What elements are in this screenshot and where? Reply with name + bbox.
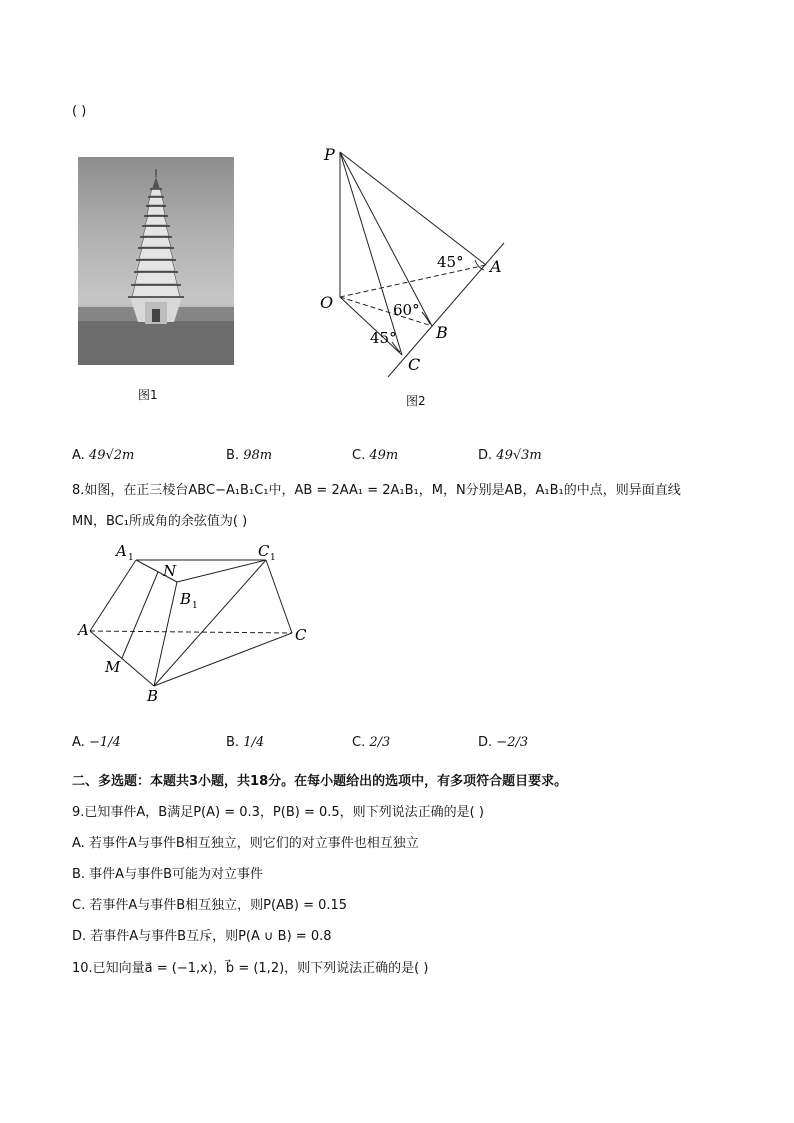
line-PC bbox=[340, 152, 402, 355]
label-A: A bbox=[490, 257, 502, 276]
option-letter: D. bbox=[478, 735, 493, 750]
option-letter: A. bbox=[72, 735, 85, 750]
angle-label-b: 60° bbox=[393, 301, 420, 319]
option-text: −2/3 bbox=[496, 735, 529, 750]
figure-2-diagram bbox=[310, 140, 520, 380]
q9-option-c[interactable]: C. 若事件A与事件B相互独立，则P(AB) = 0.15 bbox=[72, 898, 348, 913]
option-text: 2/3 bbox=[369, 735, 391, 750]
edge-AA1 bbox=[90, 560, 136, 631]
angle-label-c: 45° bbox=[370, 329, 397, 347]
line-OA bbox=[340, 265, 486, 297]
label-A1-sub: 1 bbox=[128, 553, 134, 563]
edge-AB bbox=[90, 631, 154, 686]
option-letter: A. bbox=[72, 448, 85, 463]
q8-option-c[interactable] bbox=[352, 735, 390, 750]
line-PB bbox=[340, 152, 432, 326]
label-N: N bbox=[163, 562, 177, 580]
pagoda-illustration bbox=[78, 157, 234, 365]
label-O: O bbox=[320, 293, 334, 312]
option-letter: C. bbox=[352, 735, 366, 750]
section-2-heading: 二、多选题：本题共3小题，共18分。在每小题给出的选项中，有多项符合题目要求。 bbox=[72, 774, 568, 789]
q8-stem-line-2: MN，BC₁所成角的余弦值为( ) bbox=[72, 514, 248, 529]
option-text: 1/4 bbox=[243, 735, 265, 750]
edge-BB1 bbox=[154, 582, 177, 686]
q7-option-d[interactable] bbox=[478, 448, 542, 463]
label-A1: A bbox=[116, 542, 127, 560]
label-B: B bbox=[147, 687, 159, 705]
q7-option-c[interactable] bbox=[352, 448, 398, 463]
q9-stem: 9.已知事件A，B满足P(A) = 0.3，P(B) = 0.5，则下列说法正确的是( ) bbox=[72, 805, 484, 820]
edge-CC1 bbox=[266, 560, 292, 633]
option-text: 49√2m bbox=[88, 448, 135, 463]
label-C1-sub: 1 bbox=[270, 553, 276, 563]
q8-option-d[interactable] bbox=[478, 735, 528, 750]
option-letter: B. bbox=[226, 448, 240, 463]
figure-2-caption: 图2 bbox=[406, 394, 426, 408]
frustum-diagram bbox=[72, 536, 322, 706]
q7-option-a[interactable] bbox=[72, 448, 134, 463]
q7-option-b[interactable] bbox=[226, 448, 272, 463]
pagoda-photo bbox=[78, 157, 234, 365]
q9-option-a[interactable]: A. 若事件A与事件B相互独立，则它们的对立事件也相互独立 bbox=[72, 836, 419, 851]
angle-label-a: 45° bbox=[437, 253, 464, 271]
line-PA bbox=[340, 152, 486, 265]
option-letter: C. bbox=[352, 448, 366, 463]
label-B: B bbox=[436, 323, 448, 342]
q8-stem-line-1: 8.如图，在正三棱台ABC−A₁B₁C₁中，AB = 2AA₁ = 2A₁B₁，M，N分别是AB，A₁B₁的中点，则异面直线 bbox=[72, 483, 681, 498]
option-letter: D. bbox=[478, 448, 493, 463]
label-P: P bbox=[324, 145, 335, 164]
edge-B1C1 bbox=[177, 560, 266, 582]
label-C: C bbox=[408, 355, 421, 374]
q9-option-d[interactable]: D. 若事件A与事件B互斥，则P(A ∪ B) = 0.8 bbox=[72, 929, 332, 944]
edge-BC bbox=[154, 633, 292, 686]
option-text: 49m bbox=[369, 448, 399, 463]
q8-option-b[interactable] bbox=[226, 735, 264, 750]
option-text: 98m bbox=[243, 448, 273, 463]
option-letter: B. bbox=[226, 735, 240, 750]
label-B1: B bbox=[180, 590, 192, 608]
edge-AC bbox=[90, 631, 292, 633]
segment-MN bbox=[122, 572, 158, 658]
q9-option-b[interactable]: B. 事件A与事件B可能为对立事件 bbox=[72, 867, 263, 882]
option-text: 49√3m bbox=[496, 448, 542, 463]
label-C: C bbox=[295, 626, 307, 644]
label-B1-sub: 1 bbox=[192, 601, 198, 611]
option-text: −1/4 bbox=[88, 735, 121, 750]
label-A: A bbox=[78, 621, 89, 639]
label-C1: C bbox=[258, 542, 270, 560]
angle-arc-a bbox=[475, 260, 484, 270]
label-M: M bbox=[105, 658, 121, 676]
q10-stem: 10.已知向量a⃗ = (−1,x)，b⃗ = (1,2)，则下列说法正确的是( ) bbox=[72, 961, 429, 976]
figure-1-caption: 图1 bbox=[138, 388, 158, 402]
q8-option-a[interactable] bbox=[72, 735, 121, 750]
question-7-answer-blank: ( ) bbox=[72, 104, 87, 119]
